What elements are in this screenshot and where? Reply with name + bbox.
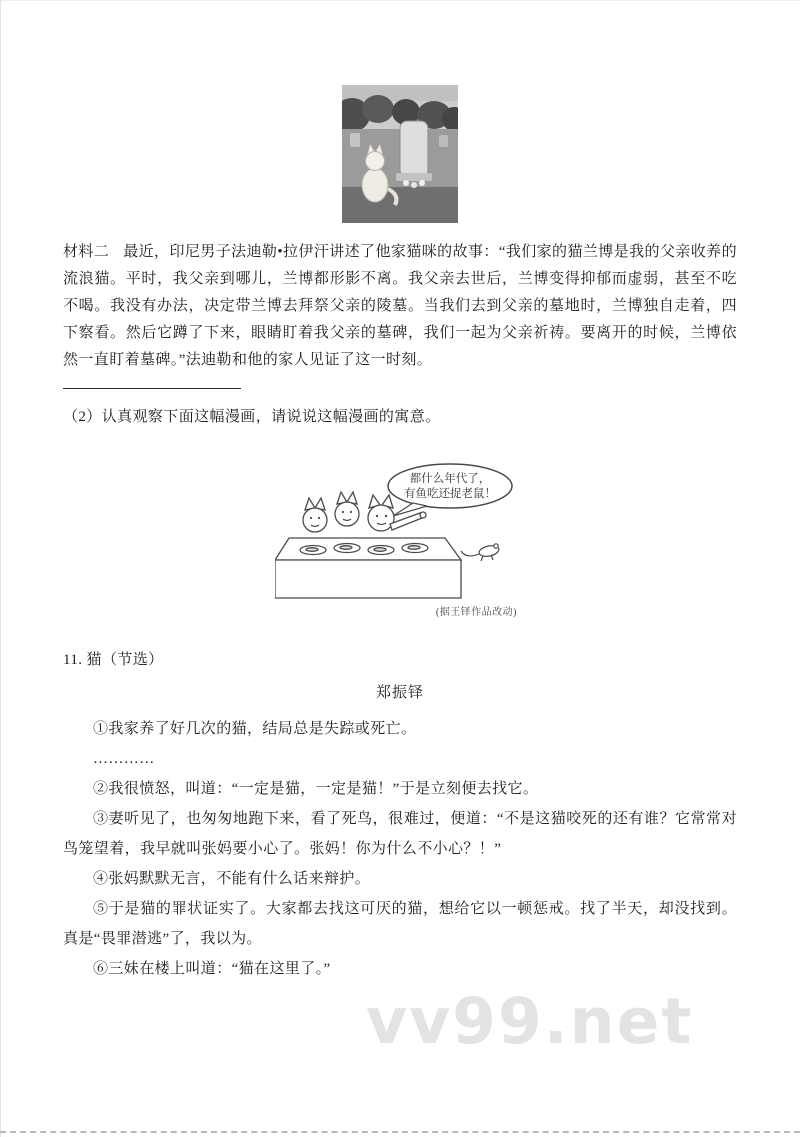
- excerpt-paragraph-6: ⑥三妹在楼上叫道：“猫在这里了。”: [93, 961, 331, 977]
- watermark: vv99.net: [366, 985, 694, 1058]
- photo-distant-stone: [350, 133, 360, 147]
- cemetery-cat-photo: [342, 85, 458, 223]
- material2-paragraph: [63, 239, 737, 374]
- author-name: 郑振铎: [375, 685, 424, 701]
- section-11-title: 11. 猫（节选）: [63, 652, 164, 668]
- material2-text: 最近，印尼男子法迪勒•拉伊汗讲述了他家猫咪的故事：“我们家的猫兰博是我的父亲收养的流浪猫。平时，我父亲到哪儿，兰博都形影不离。我父亲去世后，兰博变得抑郁而虚弱，甚至不吃不喝。我没有办法，决定带兰博去拜祭父亲的陵墓。当我们去到父亲的墓地时，兰博独自走着，四下察看。然后它蹲了下来，眼睛盯着我父亲的墓碑，我们一起为父亲祈祷。要离开的时候，兰博依然一直盯着墓碑。”法迪勒和他的家人见证了这一时刻。: [63, 244, 737, 368]
- bottom-cut-line: [0, 1131, 800, 1133]
- excerpt-paragraph-5: ⑤于是猫的罪状证实了。大家都去找这可厌的猫，想给它以一顿惩戒。找了半天，却没找到。真是“畏罪潜逃”了，我以为。: [63, 901, 737, 947]
- speech-line-1: 都什么年代了，: [409, 473, 491, 485]
- question-2: （2）认真观察下面这幅漫画，请说说这幅漫画的寓意。: [63, 409, 441, 425]
- material2-label: 材料二: [63, 244, 110, 260]
- photo-ground-near: [342, 187, 458, 223]
- excerpt-paragraph-2: ②我很愤怒，叫道：“一定是猫，一定是猫！”于是立刻便去找它。: [93, 781, 539, 797]
- excerpt-paragraph-1: ①我家养了好几次的猫，结局总是失踪或死亡。: [93, 721, 417, 737]
- speech-bubble: [388, 464, 512, 516]
- photo-distant-stone: [439, 135, 448, 147]
- excerpt-paragraph-4: ④张妈默默无言，不能有什么话来辩护。: [93, 871, 371, 887]
- excerpt-body: [63, 714, 737, 984]
- cat-left: [303, 498, 327, 532]
- photo-gravestone: [396, 121, 432, 188]
- answer-line: [63, 388, 241, 389]
- comic-drawing: [275, 460, 525, 618]
- comic-illustration: [275, 460, 525, 618]
- plate: [334, 544, 360, 553]
- comic-caption: (据王铎作品改动): [435, 607, 517, 618]
- excerpt-paragraph-3: ③妻听见了，也匆匆地跑下来，看了死鸟，很难过，便道：“不是这猫咬死的还有谁？它常常对鸟笼望着，我早就叫张妈要小心了。张妈！你为什么不小心？！”: [63, 811, 737, 857]
- document-content: [0, 85, 800, 984]
- cemetery-cat-photo-image: [342, 85, 458, 223]
- speech-line-2: 有鱼吃还捉老鼠！: [404, 488, 496, 500]
- comic-table: [275, 538, 461, 598]
- comic-mouse: [461, 544, 500, 561]
- cat-middle: [335, 492, 359, 526]
- plate: [300, 546, 326, 555]
- plate: [368, 546, 394, 555]
- excerpt-ellipsis: …………: [93, 751, 155, 767]
- plate: [402, 544, 428, 553]
